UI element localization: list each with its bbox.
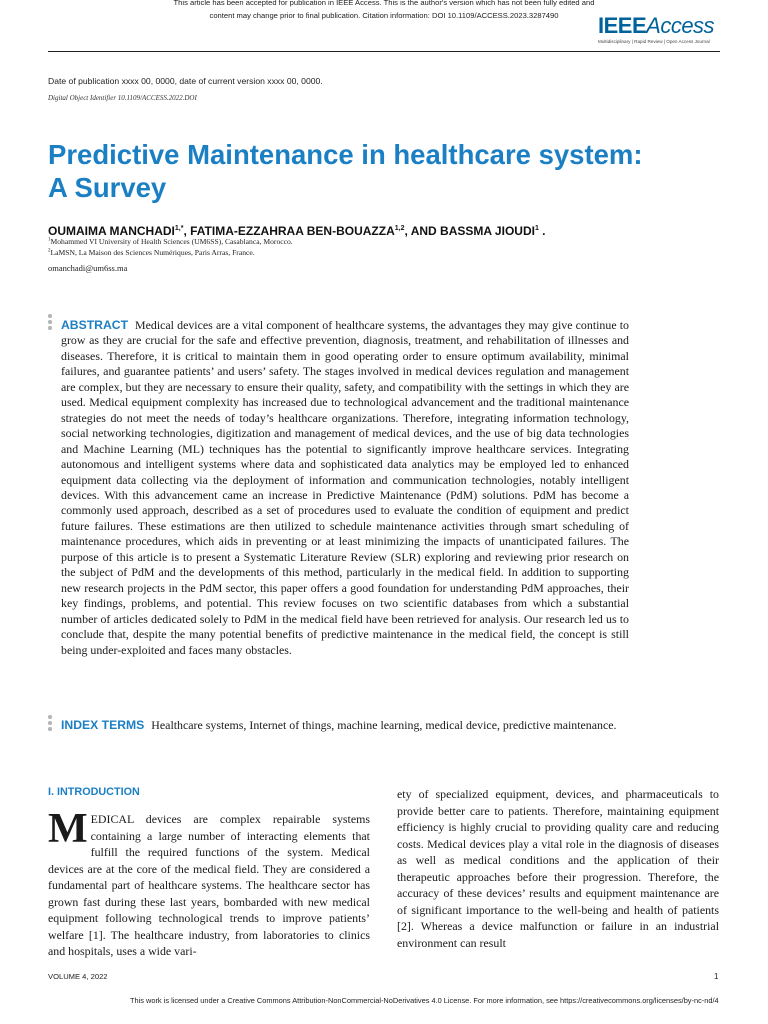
author-3: , AND BASSMA JIOUDI — [404, 224, 535, 238]
intro-right-column: ety of specialized equipment, devices, and pharmaceuticals to provide better care to patients. Therefore, maintaining equipment efficiency is highly crucial to providing quality care and reducing costs. Medical devices play a vital role in the diagnosis of diseases as well as medical conditions and the application of their therapeutic approaches before their progression. Therefore, the accuracy of these devices’ results and equipment maintenance are of significant importance to the well-being and health of patients [2]. Whereas a device malfunction or failure in an industrial environment can result — [397, 787, 719, 950]
author-1-affil: 1,* — [174, 225, 184, 232]
author-2-affil: 1,2 — [394, 225, 405, 232]
affiliation-2 — [48, 248, 255, 257]
drop-cap: M — [48, 806, 88, 852]
index-terms-block — [61, 718, 629, 733]
publication-date: Date of publication xxxx 00, 0000, date of current version xxxx 00, 0000. — [48, 76, 323, 86]
author-3-affil: 1 — [534, 225, 539, 232]
author-2: , FATIMA-EZZAHRAA BEN-BOUAZZA — [183, 224, 395, 238]
affiliation-2-text: LaMSN, La Maison des Sciences Numériques, Paris Arras, France. — [50, 248, 255, 257]
volume-info: VOLUME 4, 2022 — [48, 972, 108, 981]
author-list — [48, 224, 546, 238]
intro-left-column — [48, 806, 370, 960]
corresponding-email: omanchadi@um6ss.ma — [48, 263, 128, 273]
index-terms-text: Healthcare systems, Internet of things, machine learning, medical device, predictive maintenance. — [151, 718, 617, 732]
affiliation-2-marker: 2 — [48, 248, 51, 254]
abstract-text: Medical devices are a vital component of healthcare systems, the advantages they may give continue to grow as they are crucial for the safe and effective prevention, diagnosis, treatment, and rehabilitation of illnesses and diseases. Therefore, it is critical to maintain them in good operating order to ensure optimum availability, minimal failures, and guarantee patients’ and users’ safety. The stages involved in medical devices regulation and management are complex, but they are necessary to ensure their quality, safety, and compatibility with the settings in which they are used. Medical equipment complexity has increased due to technological advancement and the traditional maintenance strategies do not meet the needs of today’s healthcare organizations. Therefore, integrating information technology, social networking technologies, digitization and management of medical devices, and the use of big data technologies and Machine Learning (ML) techniques has the potential to significantly improve healthcare services. Integrating autonomous and intelligent systems where data and sophisticated data analytics may be employed led to enhanced equipment data collecting via the deployment of information and communication technologies, notably intelligent devices. With this advancement came an increase in Predictive Maintenance (PdM) solutions. PdM has become a commonly used approach, described as a set of procedures used to evaluate the condition of equipment and predict future failures. These estimations are then utilized to schedule maintenance activities through smart scheduling of maintenance procedures, which aids in preventing or at least minimizing the impacts of unanticipated failures. The purpose of this article is to present a Systematic Literature Review (SLR) exploring and reviewing prior research on the subject of PdM and the developments of this method, particularly in the medical field. In addition to supporting new research projects in the PdM sector, this paper offers a good foundation for understanding PdM approaches, their key findings, problems, and potential. This review focuses on two scientific databases from which a substantial number of articles dedicated solely to PdM in the medical field have been retrieved for analysis. Our research led us to conclude that, despite the many potential benefits of predictive maintenance in the medical field, the concept is still being under-exploited and faces many obstacles. — [61, 318, 629, 657]
intro-left-text: EDICAL devices are complex repairable systems containing a large number of interacting elements that fulfill the required functions of the system. Medical devices are at the core of the medical field. They are considered a fundamental part of healthcare systems. The healthcare sector has grown fast during these last years, bombarded with new medical equipment following technological trends to improve patients’ welfare [1]. The healthcare industry, from laboratories to clinics and hospitals, uses a wide vari- — [48, 812, 370, 958]
ieee-access-logo — [598, 14, 718, 44]
abstract-dots-icon — [48, 314, 52, 332]
doi-identifier: Digital Object Identifier 10.1109/ACCESS.2022.DOI — [48, 94, 197, 102]
abstract-label: ABSTRACT — [61, 318, 129, 332]
affiliation-1-text: Mohammed VI University of Health Sciences (UM6SS), Casablanca, Morocco. — [50, 237, 293, 246]
paper-title: Predictive Maintenance in healthcare system: A Survey — [48, 139, 643, 203]
notice-line-1: This article has been accepted for publication in IEEE Access. This is the author's version which has not been fully edited and — [173, 0, 595, 7]
index-terms-label: INDEX TERMS — [61, 718, 145, 732]
license-notice: This work is licensed under a Creative Commons Attribution-NonCommercial-NoDerivatives 4.0 License. For more information, see https://creativecommons.org/licenses/by-nc-nd/4 — [130, 996, 719, 1005]
author-1: OUMAIMA MANCHADI — [48, 224, 175, 238]
section-heading-introduction: I. INTRODUCTION — [48, 786, 140, 798]
index-terms-dots-icon — [48, 715, 52, 733]
logo-ieee-text: IEEE — [598, 13, 647, 38]
author-list-end: . — [538, 224, 546, 238]
page-number: 1 — [714, 972, 719, 981]
abstract-block — [61, 318, 629, 658]
notice-line-2: content may change prior to final publication. Citation information: DOI 10.1109/ACCESS.2023.3287490 — [209, 10, 559, 20]
affiliation-1-marker: 1 — [48, 237, 51, 243]
header-rule — [48, 51, 720, 52]
logo-access-text: Access — [646, 13, 715, 38]
logo-tagline: Multidisciplinary | Rapid Review | Open Access Journal — [598, 39, 710, 44]
affiliation-1 — [48, 237, 293, 246]
